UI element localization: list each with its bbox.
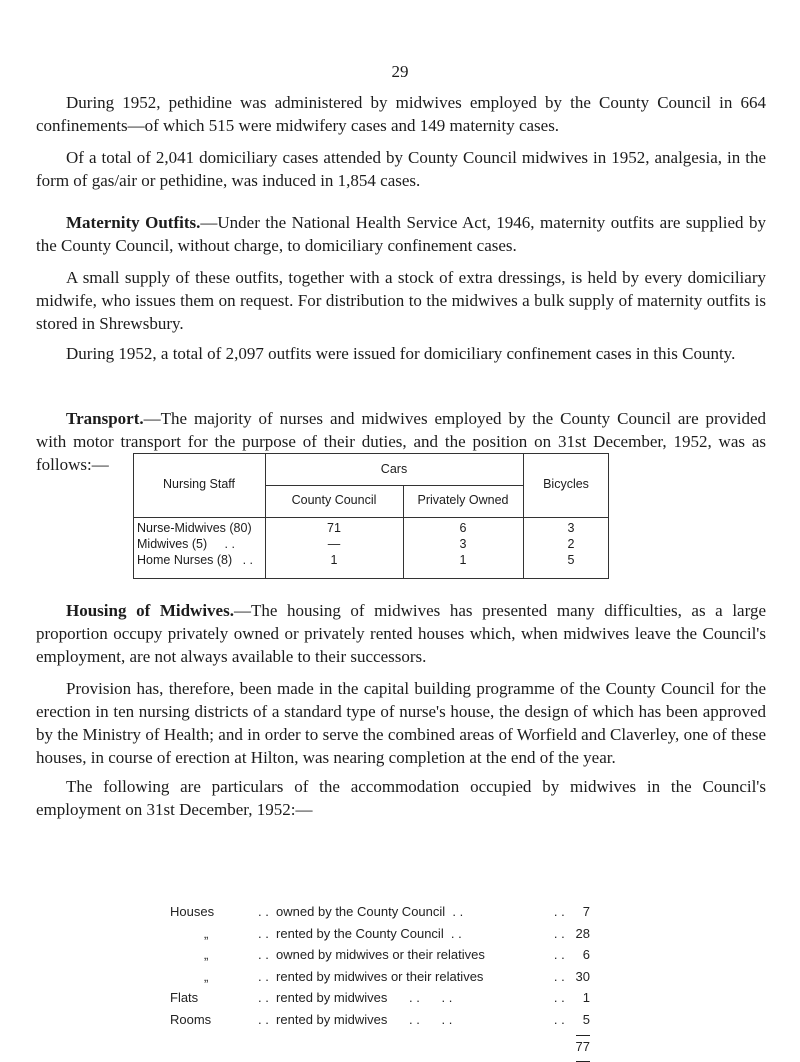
- table-rule-bottom: [133, 578, 609, 579]
- paragraph-particulars: The following are particulars of the accommodation occupied by midwives in the Council's employment on 31st December, 1952:—: [36, 777, 766, 819]
- cell-county-council-2: —: [327, 537, 341, 551]
- accommodation-description: . . rented by the County Council . .: [258, 925, 462, 941]
- total-rule-top: [576, 1035, 590, 1036]
- cell-privately-owned-3: 1: [459, 553, 467, 567]
- list-item: [170, 926, 590, 948]
- list-item: [170, 1012, 590, 1034]
- table-border-left: [133, 453, 134, 578]
- cell-county-council-1: 71: [327, 521, 341, 535]
- table-rule-top: [133, 453, 609, 454]
- table-border-right: [608, 453, 609, 578]
- table-rule-header: [133, 517, 609, 518]
- table-rule-cars: [265, 485, 523, 486]
- paragraph-analgesia: Of a total of 2,041 domiciliary cases attended by County Council midwives in 1952, analgesia, in the form of gas/air or pethidine, was induced in 1,854 cases.: [36, 148, 766, 190]
- heading-maternity-outfits: Maternity Outfits.: [66, 213, 201, 232]
- accommodation-category: „: [204, 925, 209, 941]
- heading-transport: Transport.: [66, 409, 144, 428]
- accommodation-total: 77: [575, 1039, 590, 1054]
- accommodation-category: „: [204, 968, 209, 984]
- page-number: 29: [391, 62, 409, 81]
- accommodation-category: „: [204, 947, 209, 962]
- accommodation-count: . . 5: [553, 1011, 590, 1027]
- header-cars: Cars: [380, 462, 408, 476]
- accommodation-list: [170, 904, 590, 1055]
- accommodation-description: . . owned by midwives or their relatives: [258, 947, 485, 962]
- accommodation-count: . . 30: [553, 968, 590, 984]
- header-county-council: County Council: [291, 493, 377, 507]
- cell-county-council-3: 1: [330, 553, 338, 567]
- header-privately-owned: Privately Owned: [417, 493, 509, 507]
- accommodation-description: . . owned by the County Council . .: [258, 904, 464, 919]
- table-divider-3: [523, 453, 524, 578]
- housing-text: —The housing of midwives has presented many difficulties, as a large proportion occupy privately owned or privately rented houses which, when midwives leave the Council's employment, are not always available to their successors.: [36, 601, 766, 666]
- accommodation-description: . . rented by midwives . . . .: [258, 990, 453, 1005]
- accommodation-count: . . 28: [553, 925, 590, 941]
- accommodation-count: . . 1: [553, 990, 590, 1005]
- transport-text: —The majority of nurses and midwives employed by the County Council are provided with motor transport for the purpose of their duties, and the position on 31st December, 1952, was as follows:—: [36, 409, 766, 474]
- list-item: [170, 969, 590, 991]
- row-label-midwives: Midwives (5) . .: [137, 537, 235, 551]
- row-label-nurse-midwives: Nurse-Midwives (80): [137, 521, 252, 535]
- heading-housing: Housing of Midwives.: [66, 601, 234, 620]
- paragraph-outfits-issued: During 1952, a total of 2,097 outfits were issued for domiciliary confinement cases in this County.: [66, 344, 736, 363]
- header-nursing-staff: Nursing Staff: [162, 477, 236, 491]
- header-bicycles: Bicycles: [543, 477, 589, 491]
- accommodation-total-row: [170, 1033, 590, 1055]
- accommodation-category: Flats: [170, 990, 199, 1005]
- row-label-home-nurses: Home Nurses (8) . .: [137, 553, 253, 567]
- cell-privately-owned-2: 3: [459, 537, 467, 551]
- paragraph-maternity-outfits: [36, 211, 766, 257]
- cell-bicycles-2: 2: [567, 537, 575, 551]
- accommodation-category: Houses: [170, 904, 215, 919]
- paragraph-provision: Provision has, therefore, been made in the capital building programme of the County Council for the erection in ten nursing districts of a standard type of nurse's house, the design of which has been approved by the Ministry of Health; and in order to serve the combined areas of Worfield and Claverley, one of these houses, in course of erection at Hilton, was nearing completion at the end of the year.: [36, 679, 766, 767]
- accommodation-description: . . rented by midwives or their relatives: [258, 968, 484, 984]
- list-item: [170, 904, 590, 926]
- accommodation-category: Rooms: [170, 1011, 212, 1027]
- transport-table: [133, 453, 609, 579]
- paragraph-housing: [36, 599, 766, 668]
- cell-privately-owned-1: 6: [459, 521, 467, 535]
- paragraph-pethidine: During 1952, pethidine was administered by midwives employed by the County Council in 664 confinements—of which 515 were midwifery cases and 149 maternity cases.: [36, 93, 766, 135]
- maternity-outfits-text: —Under the National Health Service Act, 1946, maternity outfits are supplied by the County Council, without charge, to domiciliary confinement cases.: [36, 213, 766, 255]
- accommodation-description: . . rented by midwives . . . .: [258, 1011, 453, 1027]
- list-item: [170, 947, 590, 969]
- cell-bicycles-1: 3: [567, 521, 575, 535]
- paragraph-supply: A small supply of these outfits, together with a stock of extra dressings, is held by every domiciliary midwife, who issues them on request. For distribution to the midwives a bulk supply of maternity outfits is stored in Shrewsbury.: [36, 268, 766, 333]
- list-item: [170, 990, 590, 1012]
- cell-bicycles-3: 5: [567, 553, 575, 567]
- accommodation-count: . . 7: [553, 904, 590, 919]
- accommodation-count: . . 6: [553, 947, 590, 962]
